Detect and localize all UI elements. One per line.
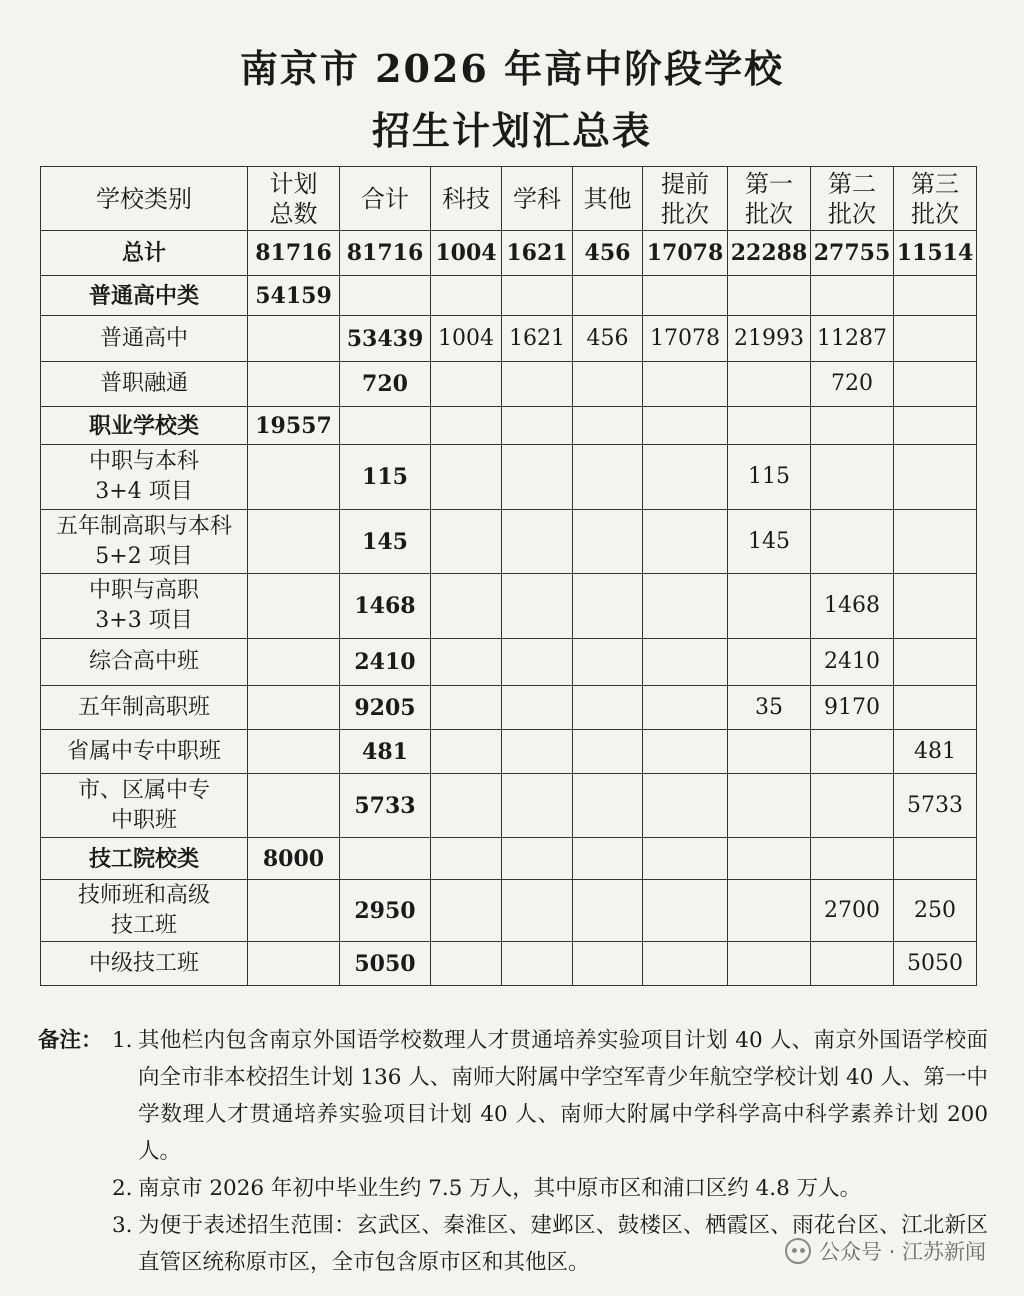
table-cell	[573, 316, 643, 362]
table-cell	[431, 774, 502, 838]
cell-text: 115	[362, 464, 408, 490]
table-cell	[340, 407, 431, 445]
row-label-cell	[41, 510, 248, 574]
note-number: 3.	[112, 1213, 133, 1238]
table-cell	[340, 838, 431, 880]
table-cell	[728, 942, 811, 986]
cell-text: 720	[362, 371, 408, 397]
cell-text: 22288	[730, 240, 808, 266]
cell-text: 其他	[583, 184, 632, 213]
wechat-icon	[785, 1238, 811, 1264]
table-cell	[728, 316, 811, 362]
table-cell	[340, 445, 431, 510]
row-label-cell	[41, 445, 248, 510]
cell-text: 8000	[262, 845, 325, 872]
cell-text: 市、区属中专	[77, 777, 210, 803]
table-cell	[340, 510, 431, 574]
table-cell	[728, 407, 811, 445]
row-label-cell	[41, 774, 248, 838]
cell-text: 11287	[817, 325, 887, 351]
cell-text: 17078	[650, 325, 720, 351]
cell-text: 53439	[346, 325, 424, 352]
table-cell	[728, 510, 811, 574]
table-cell	[811, 167, 894, 231]
table-cell	[643, 639, 728, 686]
cell-text: 第一	[745, 169, 793, 198]
table-cell	[728, 231, 811, 276]
table-cell	[643, 838, 728, 880]
cell-text: 81716	[255, 240, 332, 266]
table-cell	[643, 574, 728, 639]
cell-text: 普职融通	[99, 371, 188, 396]
table-cell	[248, 838, 340, 880]
cell-text: 普通高中类	[88, 282, 199, 309]
enrollment-plan-table	[40, 166, 977, 986]
cell-text: 1468	[354, 593, 416, 619]
table-cell	[502, 730, 573, 774]
table-cell	[502, 838, 573, 880]
table-cell	[894, 838, 977, 880]
cell-text: 3+4 项目	[95, 479, 193, 504]
cell-text: 1621	[509, 325, 565, 351]
cell-text: 250	[914, 897, 956, 923]
table-cell	[248, 686, 340, 730]
table-cell	[573, 407, 643, 445]
cell-text: 481	[362, 738, 408, 765]
table-cell	[431, 942, 502, 986]
row-label-cell	[41, 167, 248, 231]
row-label-cell	[41, 686, 248, 730]
cell-text: 科技	[442, 184, 490, 213]
table-cell	[894, 510, 977, 574]
row-label-cell	[41, 838, 248, 880]
table-cell	[431, 445, 502, 510]
table-cell	[811, 574, 894, 639]
cell-text: 17078	[646, 240, 724, 266]
cell-text: 提前	[661, 169, 709, 198]
table-cell	[643, 407, 728, 445]
row-label-cell	[41, 407, 248, 445]
cell-text: 批次	[661, 199, 709, 228]
table-cell	[248, 774, 340, 838]
table-cell	[431, 407, 502, 445]
cell-text: 145	[748, 528, 790, 554]
table-cell	[573, 774, 643, 838]
table-row	[41, 231, 977, 276]
cell-text: 11514	[896, 240, 974, 266]
cell-text: 9205	[354, 694, 416, 721]
cell-text: 职业学校类	[88, 412, 199, 439]
table-row	[41, 774, 977, 838]
table-cell	[811, 639, 894, 686]
table-row	[41, 316, 977, 362]
cell-text: 1004	[435, 240, 497, 266]
table-cell	[248, 167, 340, 231]
cell-text: 5733	[907, 792, 963, 818]
cell-text: 19557	[255, 412, 332, 439]
table-cell	[502, 774, 573, 838]
table-cell	[573, 362, 643, 407]
table-cell	[811, 407, 894, 445]
table-cell	[431, 639, 502, 686]
table-cell	[431, 730, 502, 774]
note-item	[38, 1170, 988, 1207]
cell-text: 批次	[911, 199, 959, 228]
table-cell	[502, 231, 573, 276]
table-cell	[643, 510, 728, 574]
table-cell	[573, 445, 643, 510]
table-header-row	[41, 167, 977, 231]
table-cell	[894, 639, 977, 686]
table-cell	[502, 167, 573, 231]
table-cell	[894, 445, 977, 510]
cell-text: 2410	[354, 649, 416, 675]
table-row	[41, 838, 977, 880]
table-cell	[728, 639, 811, 686]
table-cell	[340, 574, 431, 639]
table-cell	[728, 880, 811, 942]
table-row	[41, 942, 977, 986]
table-cell	[431, 167, 502, 231]
table-cell	[643, 942, 728, 986]
table-cell	[248, 880, 340, 942]
cell-text: 2410	[824, 649, 880, 674]
table-cell	[728, 445, 811, 510]
table-cell	[811, 774, 894, 838]
table-cell	[573, 276, 643, 316]
table-cell	[811, 942, 894, 986]
table-row	[41, 445, 977, 510]
table-cell	[502, 942, 573, 986]
table-cell	[728, 167, 811, 231]
cell-text: 720	[831, 371, 873, 396]
cell-text: 1004	[438, 325, 494, 351]
table-cell	[573, 942, 643, 986]
page-title: 南京市 2026 年高中阶段学校	[239, 46, 785, 91]
note-text: 其他栏内包含南京外国语学校数理人才贯通培养实验项目计划 40 人、南京外国语学校面向全市非本校招生计划 136 人、南师大附属中学空军青少年航空学校计划 40 人、第一中学数理人才贯通培养实验项目计划 40 人、南师大附属中学科学高中科学素养计划 200 人。	[138, 1028, 988, 1164]
table-cell	[643, 231, 728, 276]
table-cell	[573, 730, 643, 774]
table-cell	[811, 838, 894, 880]
cell-text: 综合高中班	[88, 649, 199, 674]
cell-text: 技师班和高级	[77, 882, 210, 908]
table-cell	[573, 838, 643, 880]
cell-text: 五年制高职与本科	[55, 513, 232, 539]
row-label-cell	[41, 730, 248, 774]
table-cell	[811, 316, 894, 362]
cell-text: 3+3 项目	[95, 608, 193, 633]
table-cell	[502, 574, 573, 639]
row-label-cell	[41, 880, 248, 942]
cell-text: 计划	[269, 169, 318, 198]
cell-text: 学校类别	[96, 184, 192, 213]
table-cell	[728, 276, 811, 316]
table-cell	[728, 362, 811, 407]
table-cell	[728, 730, 811, 774]
cell-text: 5+2 项目	[95, 543, 193, 569]
row-label-cell	[41, 231, 248, 276]
table-cell	[431, 510, 502, 574]
cell-text: 115	[748, 464, 790, 489]
table-cell	[728, 838, 811, 880]
table-row	[41, 880, 977, 942]
table-cell	[502, 880, 573, 942]
table-cell	[811, 880, 894, 942]
table-cell	[643, 730, 728, 774]
table-cell	[894, 774, 977, 838]
note-number: 2.	[112, 1176, 133, 1201]
cell-text: 中级技工班	[88, 950, 199, 976]
table-cell	[573, 686, 643, 730]
cell-text: 中职与本科	[88, 449, 199, 474]
table-cell	[894, 880, 977, 942]
table-cell	[502, 445, 573, 510]
cell-text: 9170	[824, 694, 880, 720]
cell-text: 35	[755, 694, 783, 720]
table-cell	[340, 686, 431, 730]
cell-text: 5050	[354, 950, 416, 977]
row-label-cell	[41, 276, 248, 316]
table-cell	[431, 574, 502, 639]
table-cell	[340, 942, 431, 986]
table-cell	[502, 510, 573, 574]
table-cell	[643, 686, 728, 730]
table-cell	[894, 942, 977, 986]
table-cell	[811, 445, 894, 510]
table-cell	[340, 276, 431, 316]
cell-text: 批次	[745, 199, 793, 228]
cell-text: 145	[362, 528, 408, 555]
cell-text: 21993	[734, 325, 804, 351]
table-cell	[431, 838, 502, 880]
table-cell	[248, 574, 340, 639]
table-cell	[811, 730, 894, 774]
watermark-text: 公众号 · 江苏新闻	[818, 1240, 986, 1264]
cell-text: 技工班	[110, 912, 177, 938]
table-cell	[248, 362, 340, 407]
table-cell	[894, 407, 977, 445]
cell-text: 总计	[121, 240, 166, 266]
table-cell	[431, 316, 502, 362]
cell-text: 2950	[354, 897, 416, 924]
table-cell	[340, 231, 431, 276]
table-cell	[340, 639, 431, 686]
table-cell	[811, 231, 894, 276]
table-cell	[894, 316, 977, 362]
table-cell	[248, 942, 340, 986]
table-cell	[811, 510, 894, 574]
cell-text: 中职班	[110, 807, 177, 833]
table-cell	[431, 276, 502, 316]
table-cell	[643, 276, 728, 316]
table-cell	[248, 639, 340, 686]
cell-text: 27755	[813, 240, 891, 266]
table-cell	[894, 574, 977, 639]
table-cell	[643, 316, 728, 362]
table-cell	[811, 362, 894, 407]
table-cell	[728, 774, 811, 838]
table-cell	[894, 730, 977, 774]
table-cell	[502, 362, 573, 407]
notes-label: 备注：	[38, 1028, 103, 1053]
table-cell	[431, 686, 502, 730]
note-text: 为便于表述招生范围：玄武区、秦淮区、建邺区、鼓楼区、栖霞区、雨花台区、江北新区直管区统称原市区，全市包含原市区和其他区。	[138, 1213, 988, 1275]
table-cell	[643, 362, 728, 407]
table-row	[41, 574, 977, 639]
table-cell	[340, 362, 431, 407]
table-row	[41, 639, 977, 686]
note-item	[38, 1022, 988, 1170]
cell-text: 81716	[346, 240, 424, 266]
table-cell	[248, 730, 340, 774]
table-cell	[573, 639, 643, 686]
table-cell	[502, 639, 573, 686]
cell-text: 2700	[824, 897, 880, 923]
table-cell	[502, 316, 573, 362]
table-cell	[643, 445, 728, 510]
cell-text: 1468	[824, 593, 880, 618]
table-cell	[573, 231, 643, 276]
table-cell	[340, 167, 431, 231]
cell-text: 普通高中	[99, 325, 188, 351]
table-cell	[248, 276, 340, 316]
table-row	[41, 407, 977, 445]
table-cell	[248, 510, 340, 574]
table-cell	[431, 231, 502, 276]
table-cell	[811, 686, 894, 730]
table-cell	[248, 316, 340, 362]
table-cell	[248, 231, 340, 276]
note-text: 南京市 2026 年初中毕业生约 7.5 万人，其中原市区和浦口区约 4.8 万人。	[138, 1176, 862, 1201]
cell-text: 5733	[354, 792, 416, 819]
table-cell	[643, 167, 728, 231]
cell-text: 五年制高职班	[77, 694, 210, 720]
cell-text: 总数	[269, 199, 318, 228]
table-cell	[340, 880, 431, 942]
cell-text: 批次	[828, 199, 876, 228]
cell-text: 第三	[911, 169, 959, 198]
cell-text: 中职与高职	[88, 578, 199, 603]
cell-text: 481	[914, 738, 956, 764]
cell-text: 54159	[255, 282, 332, 309]
table-cell	[502, 686, 573, 730]
table-cell	[248, 407, 340, 445]
table-cell	[643, 774, 728, 838]
cell-text: 1621	[506, 240, 568, 266]
cell-text: 合计	[361, 184, 409, 213]
table-cell	[811, 276, 894, 316]
table-cell	[431, 880, 502, 942]
cell-text: 5050	[907, 950, 963, 976]
table-cell	[643, 880, 728, 942]
table-row	[41, 730, 977, 774]
row-label-cell	[41, 639, 248, 686]
table-cell	[894, 686, 977, 730]
cell-text: 省属中专中职班	[66, 738, 221, 764]
table-cell	[573, 167, 643, 231]
note-number: 1.	[112, 1028, 133, 1053]
table-cell	[431, 362, 502, 407]
table-cell	[894, 231, 977, 276]
table-cell	[340, 316, 431, 362]
table-row	[41, 686, 977, 730]
table-cell	[728, 574, 811, 639]
table-cell	[573, 510, 643, 574]
table-cell	[248, 445, 340, 510]
cell-text: 技工院校类	[88, 845, 199, 872]
table-cell	[340, 730, 431, 774]
table-cell	[502, 276, 573, 316]
table-cell	[573, 574, 643, 639]
table-row	[41, 362, 977, 407]
table-row	[41, 510, 977, 574]
row-label-cell	[41, 942, 248, 986]
table-cell	[894, 362, 977, 407]
cell-text: 学科	[513, 184, 561, 213]
row-label-cell	[41, 316, 248, 362]
table-cell	[573, 880, 643, 942]
table-cell	[340, 774, 431, 838]
row-label-cell	[41, 574, 248, 639]
row-label-cell	[41, 362, 248, 407]
table-row	[41, 276, 977, 316]
table-cell	[894, 167, 977, 231]
cell-text: 第二	[828, 169, 876, 198]
table-cell	[728, 686, 811, 730]
table-cell	[502, 407, 573, 445]
table-cell	[894, 276, 977, 316]
page-subtitle: 招生计划汇总表	[371, 108, 652, 153]
cell-text: 456	[586, 325, 629, 351]
cell-text: 456	[584, 240, 631, 266]
watermark	[785, 1236, 986, 1266]
